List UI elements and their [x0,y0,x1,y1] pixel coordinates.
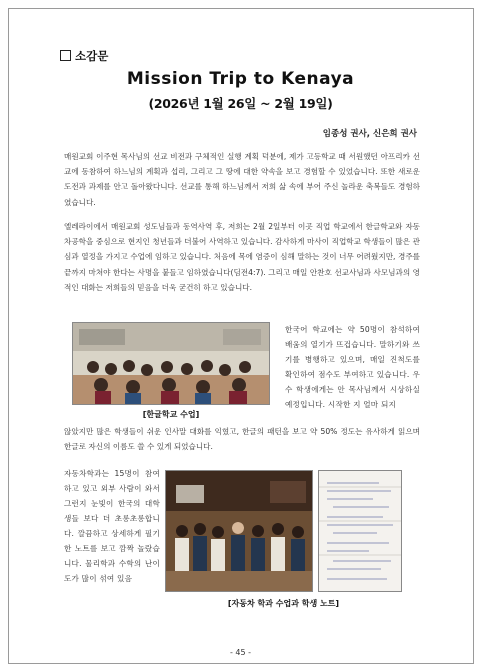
student-notes-photo [318,470,402,592]
page-subtitle: (2026년 1월 26일 ~ 2월 19일) [148,96,333,111]
page-title: Mission Trip to Kenaya [126,69,355,89]
korean-school-photo [72,322,270,405]
korean-school-continued: 않았지만 많은 학생들이 쉬운 인사말 대화를 익혔고, 한글의 패턴을 보고 약 50% 정도는 유사하게 읽으며 한글로 자신의 이름도 쓸 수 있게 되었습니다. [64,427,420,452]
checkbox-icon [60,50,71,61]
authors: 임종성 권사, 신은희 권사 [322,129,417,139]
paragraph-2: 엘레라이에서 매원교회 성도님들과 동역사역 후, 저희는 2월 2일부터 이곳 직업 학교에서 한글학교와 자동차공학을 중심으로 현지인 청년들과 더불어 사역하고 있습니다. 감사하게 마사이 직업학교 학생들이 많은 관심과 열정을 가지고 수업에 임하고 있습니다. 처음에 목에 염증이 심해 말하는 것이 너무 어려웠지만, 경주를 끝까지 마쳐야 한다는 사명을 붙들고 임하였습니다(딤전4:7). 그리고 매일 안찬호 선교사님과 사모님과의 영적인 대화는 저희들의 믿음을 더욱 굳건히 하고 있습니다. [64,222,420,292]
auto-class-caption: [자동차 학과 수업과 학생 노트] [227,599,340,608]
page-number: - 45 - [229,648,252,657]
classroom-image [73,323,270,405]
auto-class-side-text: 자동차학과는 15명이 참여하고 있고 외부 사람이 와서 그런지 눈빛이 한국의 대학생들 보다 더 초롱초롱합니다. 깔끔하고 상세하게 필기한 노트를 보고 깜짝 놀랐습니다. 물리학과 수학의 난이도가 많이 섞여 있음 [64,469,160,583]
auto-class-photo [165,470,313,592]
notebook-image [319,471,402,592]
section-label: 소감문 [60,48,108,64]
paragraph-1: 매원교회 이주현 목사님의 선교 비전과 구체적인 실행 계획 덕분에, 제가 고등학교 때 서원했던 아프리카 선교에 동참하여 하느님의 계획과 섭리, 그리고 그 땅에 대한 약속을 보고 경험할 수 있었습니다. 또한 새로운 도전과 과제를 안고 돌아왔다니다. 선교를 통해 하느님께서 저희 삶 속에 부어 주신 놀라운 축복들도 경험하였습니다. [64,152,420,207]
korean-school-caption: [한글학교 수업] [142,410,200,419]
korean-school-side-text: 한국어 학교에는 약 50명이 참석하여 배움의 열기가 뜨겁습니다. 말하기와 쓰기를 병행하고 있으며, 매일 진척도를 확인하여 점수도 부여하고 있습니다. 우수 학생에게는 안 목사님께서 시상하실 예정입니다. 시작한 지 얼마 되지 [285,325,420,409]
students-group-image [166,471,313,592]
